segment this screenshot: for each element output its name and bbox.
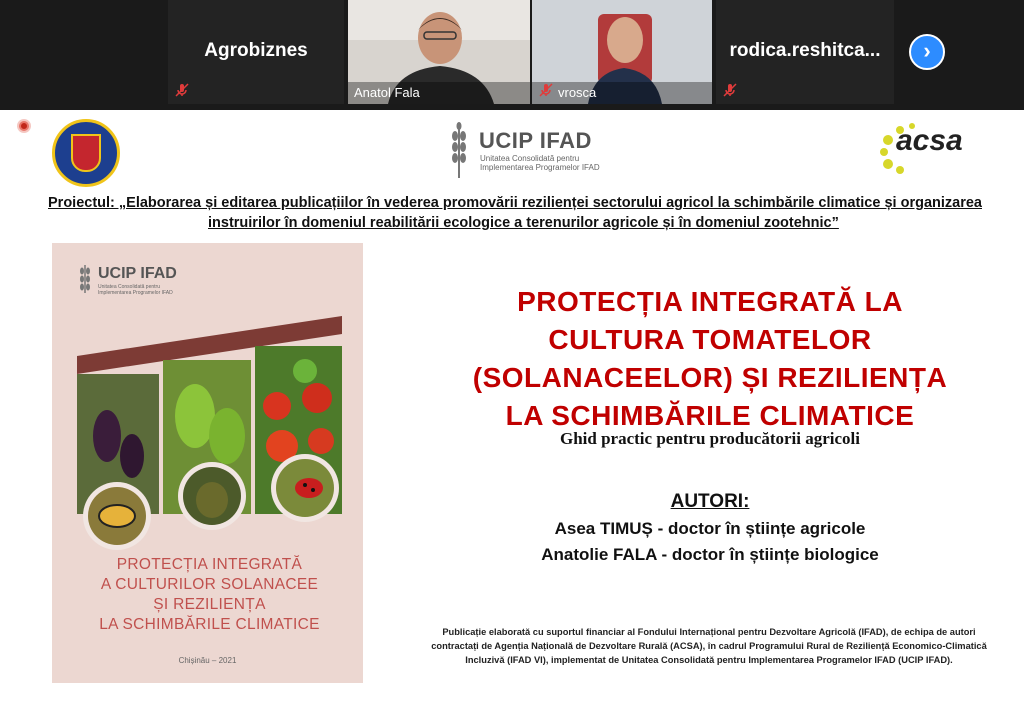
slide-subtitle: Ghid practic pentru producătorii agricoli — [559, 429, 860, 448]
book-logo-subtitle: Unitatea Consolidată pentru Implementarea Programelor IFAD — [98, 284, 173, 296]
title-line: (SOLANACEELOR) ȘI REZILIENȚA — [472, 362, 948, 393]
book-title-line: LA SCHIMBĂRILE CLIMATICE — [99, 616, 320, 633]
next-page-button[interactable] — [909, 34, 945, 70]
slide-title — [400, 283, 1020, 435]
crest-shield — [71, 134, 101, 172]
vegetable-collage-image — [77, 291, 342, 551]
author-line: Asea TIMUȘ - doctor în științe agricole — [554, 519, 866, 538]
chevron-right-icon: › — [923, 38, 931, 63]
participant-tile-agrobiznes[interactable] — [168, 0, 344, 104]
wheat-icon — [76, 263, 94, 293]
book-cover — [52, 243, 363, 683]
authors-heading: AUTORI: — [670, 491, 750, 512]
project-description — [48, 193, 1024, 233]
book-city-year: Chișinău – 2021 — [178, 656, 237, 665]
book-title-line: ȘI REZILIENȚA — [153, 596, 266, 613]
funding-note — [392, 625, 1024, 667]
funding-note-line: Publicație elaborată cu suportul financiar al Fondului Internațional pentru Dezvoltare Agricolă (IFAD), de echipa de autori — [442, 627, 976, 637]
participant-name: Agrobiznes — [204, 40, 308, 61]
participant-name: rodica.reshitca... — [729, 40, 881, 61]
project-line-2: instruirilor în domeniul reabilitării ecologice a terenurilor agricole și în domeniul zootehnic” — [208, 215, 839, 231]
microphone-muted-icon — [174, 82, 190, 98]
participant-strip — [0, 0, 1024, 110]
recording-dot-inner — [21, 123, 27, 129]
microphone-muted-icon — [722, 82, 738, 98]
acsa-logo-text: acsa — [896, 124, 963, 157]
book-title-line: PROTECȚIA INTEGRATĂ — [116, 556, 303, 573]
book-title — [72, 555, 347, 635]
participant-name: vrosca — [558, 85, 597, 100]
title-line: CULTURA TOMATELOR — [548, 324, 872, 355]
funding-note-line: contractați de Agenția Națională de Dezvoltare Rurală (ACSA), în cadrul Programului Rural de Reziliență Economico-Climatică — [431, 641, 987, 651]
ucip-ifad-logo-text: UCIP IFAD — [479, 128, 592, 153]
participant-tile-rodica[interactable] — [716, 0, 894, 104]
book-title-line: A CULTURILOR SOLANACEE — [100, 576, 319, 593]
microphone-muted-icon — [538, 82, 554, 98]
funding-note-line: Incluzivă (IFAD VI), implementat de Unitatea Consolidată pentru Implementarea Programelor IFAD (UCIP IFAD). — [465, 655, 953, 665]
author-line: Anatolie FALA - doctor în științe biologice — [541, 545, 879, 564]
title-line: LA SCHIMBĂRILE CLIMATICE — [505, 400, 915, 431]
ucip-ifad-logo-subtitle: Unitatea Consolidată pentru Implementarea Programelor IFAD — [480, 154, 600, 172]
title-line: PROTECȚIA INTEGRATĂ LA — [517, 286, 903, 317]
moldova-coat-of-arms-logo — [52, 119, 120, 187]
project-line-1: Proiectul: „Elaborarea și editarea publicațiilor în vederea promovării rezilienței sectorului agricol la schimbările climatice și organizarea — [48, 195, 982, 211]
participant-name: Anatol Fala — [354, 85, 420, 100]
participant-tile-vrosca[interactable] — [532, 0, 712, 104]
book-logo-text: UCIP IFAD — [98, 265, 177, 282]
participant-tile-anatol-fala[interactable] — [348, 0, 530, 104]
